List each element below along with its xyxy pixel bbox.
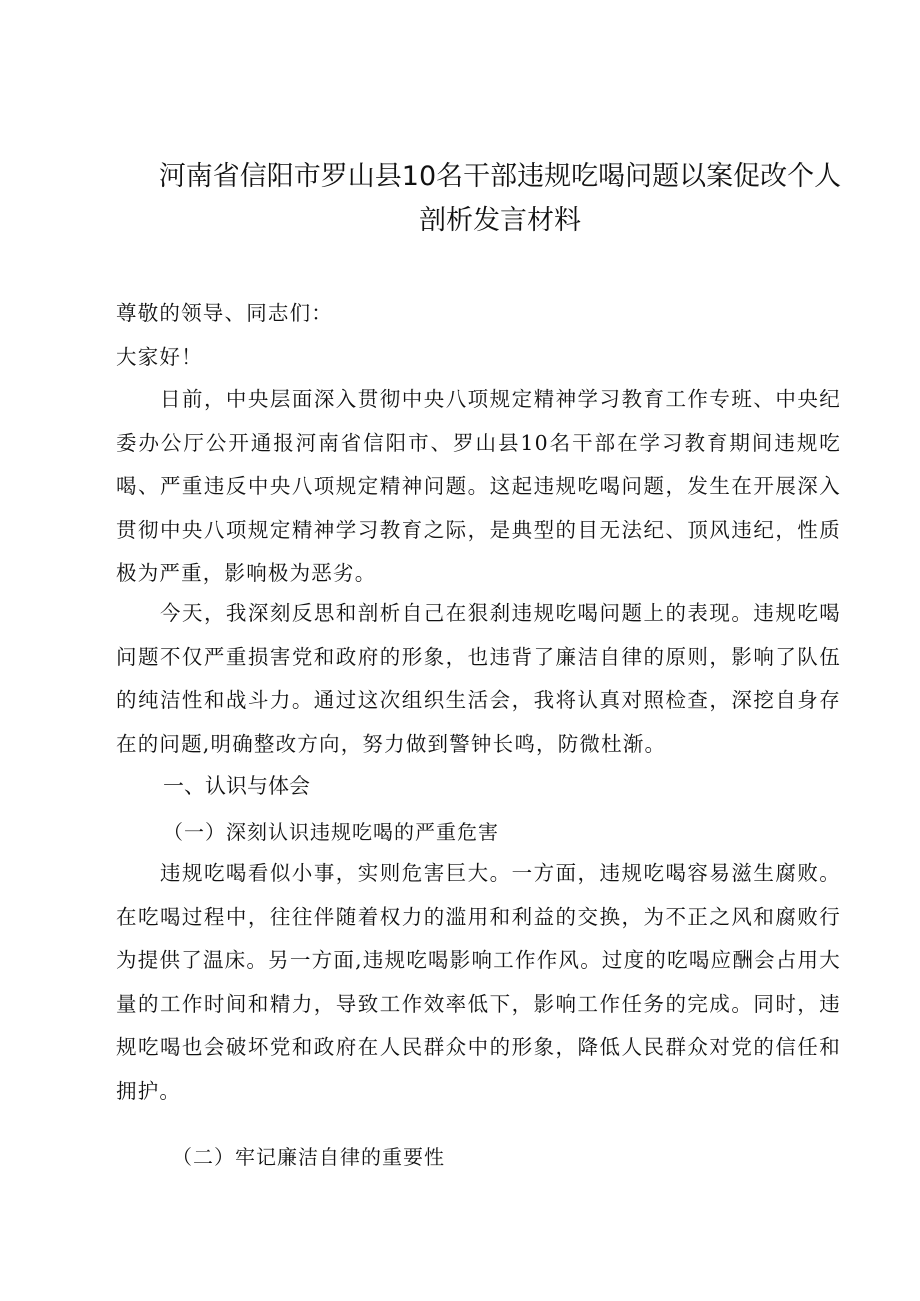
- salutation: 尊敬的领导、同志们：: [116, 301, 333, 325]
- section-heading: 一、认识与体会: [163, 774, 310, 798]
- subsection-heading: （二）牢记廉洁自律的重要性: [172, 1145, 445, 1169]
- subsection-heading: （一）深刻认识违规吃喝的严重危害: [163, 820, 499, 844]
- paragraph-intro: 日前，中央层面深入贯彻中央八项规定精神学习教育工作专班、中央纪委办公厅公开通报河南省信阳市、罗山县10名干部在学习教育期间违规吃喝、严重违反中央八项规定精神问题。这起违规吃喝问题，发生在开展深入贯彻中央八项规定精神学习教育之际，是典型的目无法纪、顶风违纪，性质极为严重，影响极为恶劣。: [116, 387, 841, 585]
- document-title: 河南省信阳市罗山县10名干部违规吃喝问题以案促改个人剖析发言材料: [158, 161, 842, 236]
- subsection-paragraph: 违规吃喝看似小事，实则危害巨大。一方面，违规吃喝容易滋生腐败。在吃喝过程中，往往伴随着权力的滥用和利益的交换，为不正之风和腐败行为提供了温床。另一方面,违规吃喝影响工作作风。过度的吃喝应酬会占用大量的工作时间和精力，导致工作效率低下，影响工作任务的完成。同时，违规吃喝也会破坏党和政府在人民群众中的形象，降低人民群众对党的信任和拥护。: [116, 861, 841, 1103]
- greeting: 大家好！: [116, 345, 203, 369]
- paragraph-reflection: 今天，我深刻反思和剖析自己在狠刹违规吃喝问题上的表现。违规吃喝问题不仅严重损害党和政府的形象，也违背了廉洁自律的原则，影响了队伍的纯洁性和战斗力。通过这次组织生活会，我将认真对照检查，深挖自身存在的问题,明确整改方向，努力做到警钟长鸣，防微杜渐。: [116, 601, 841, 756]
